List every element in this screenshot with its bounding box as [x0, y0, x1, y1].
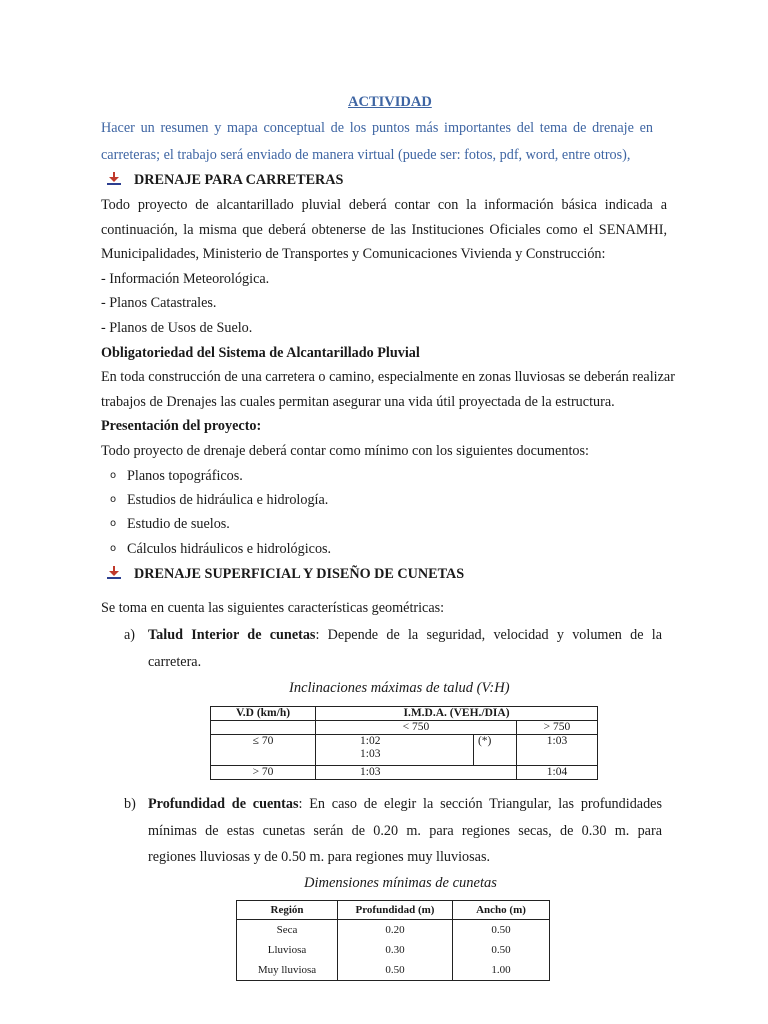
item-a-line-1 [148, 626, 662, 644]
table-cell: Muy lluviosa [237, 960, 338, 981]
item-b-line-2: mínimas de estas cunetas serán de 0.20 m. para regiones secas, de 0.30 m. para [148, 823, 662, 839]
list-bullet: o [110, 518, 117, 529]
table-header: I.M.D.A. (VEH./DIA) [316, 707, 598, 721]
table-cell: 1:03 [316, 766, 517, 780]
table-cell [316, 735, 474, 766]
table-header: Región [237, 901, 338, 920]
table-subheader: > 750 [516, 721, 597, 735]
list-item: Estudios de hidráulica e hidrología. [127, 492, 329, 508]
item-a-text: : Depende de la seguridad, velocidad y volumen de la [315, 627, 663, 643]
list-item: Planos topográficos. [127, 468, 243, 484]
talud-table [210, 706, 598, 780]
page-title: ACTIVIDAD [348, 94, 432, 110]
dash-item: - Planos de Usos de Suelo. [101, 320, 253, 336]
table-cell: 0.20 [338, 920, 453, 941]
dash-item: - Planos Catastrales. [101, 295, 217, 311]
subheading-obligatoriedad: Obligatoriedad del Sistema de Alcantarillado Pluvial [101, 345, 420, 361]
list-bullet: o [110, 494, 117, 505]
list-item: Cálculos hidráulicos e hidrológicos. [127, 541, 332, 557]
table-cell [211, 721, 316, 735]
table-cell: 0.50 [453, 940, 550, 960]
table-cell: 1.00 [453, 960, 550, 981]
section-bullet-icon [106, 172, 122, 186]
table-value: 1:02 [360, 735, 381, 747]
table-cell: ≤ 70 [211, 735, 316, 766]
item-b-text: : En caso de elegir la sección Triangular, las profundidades [298, 796, 662, 812]
section-title-cunetas: DRENAJE SUPERFICIAL Y DISEÑO DE CUNETAS [134, 566, 465, 582]
list-bullet: o [110, 543, 117, 554]
intro-line-1: Hacer un resumen y mapa conceptual de los puntos más importantes del tema de drenaje en [101, 120, 653, 136]
subheading-presentacion: Presentación del proyecto: [101, 418, 262, 434]
table-caption: Inclinaciones máximas de talud (V:H) [289, 680, 510, 696]
item-a-line-2: carretera. [148, 654, 202, 670]
intro-line-2: carreteras; el trabajo será enviado de manera virtual (puede ser: fotos, pdf, word, entre otros), [101, 147, 631, 163]
dash-item: - Información Meteorológica. [101, 271, 270, 287]
paragraph-line: trabajos de Drenajes las cuales permitan asegurar una vida útil proyectada de la estructura. [101, 394, 615, 410]
item-b-line-3: regiones lluviosas y de 0.50 m. para regiones muy lluviosas. [148, 849, 491, 865]
list-marker: b) [124, 796, 136, 812]
item-b-label: Profundidad de cuentas [148, 796, 299, 812]
table-header: Profundidad (m) [338, 901, 453, 920]
section-title-drenaje: DRENAJE PARA CARRETERAS [134, 172, 344, 188]
table-cell: 0.30 [338, 940, 453, 960]
item-b-line-1 [148, 795, 662, 813]
paragraph-line: En toda construcción de una carretera o camino, especialmente en zonas lluviosas se deberán realizar [101, 369, 675, 385]
paragraph-line: Municipalidades, Ministerio de Transportes y Comunicaciones Vivienda y Construcción: [101, 246, 606, 262]
list-marker: a) [124, 627, 136, 643]
item-a-label: Talud Interior de cunetas [148, 627, 316, 643]
list-bullet: o [110, 470, 117, 481]
table-cell: > 70 [211, 766, 316, 780]
section-bullet-icon [106, 566, 122, 580]
table-subheader: < 750 [316, 721, 517, 735]
table-caption: Dimensiones mínimas de cunetas [304, 875, 497, 891]
table-header: V.D (km/h) [211, 707, 316, 721]
cunetas-table [236, 900, 550, 981]
paragraph-line: Todo proyecto de alcantarillado pluvial deberá contar con la información básica indicada a [101, 197, 667, 213]
table-cell: Seca [237, 920, 338, 941]
table-cell: 0.50 [453, 920, 550, 941]
paragraph-line: Todo proyecto de drenaje deberá contar como mínimo con los siguientes documentos: [101, 443, 589, 459]
table-value: 1:03 [360, 748, 381, 760]
table-cell: 0.50 [338, 960, 453, 981]
list-item: Estudio de suelos. [127, 516, 230, 532]
table-cell: Lluviosa [237, 940, 338, 960]
table-cell: (*) [473, 735, 516, 766]
table-cell: 1:03 [516, 735, 597, 766]
table-cell: 1:04 [516, 766, 597, 780]
paragraph-line: continuación, la misma que deberá obtenerse de las Instituciones Oficiales como el SENAMHI, [101, 222, 667, 238]
table-header: Ancho (m) [453, 901, 550, 920]
paragraph-line: Se toma en cuenta las siguientes características geométricas: [101, 600, 445, 616]
